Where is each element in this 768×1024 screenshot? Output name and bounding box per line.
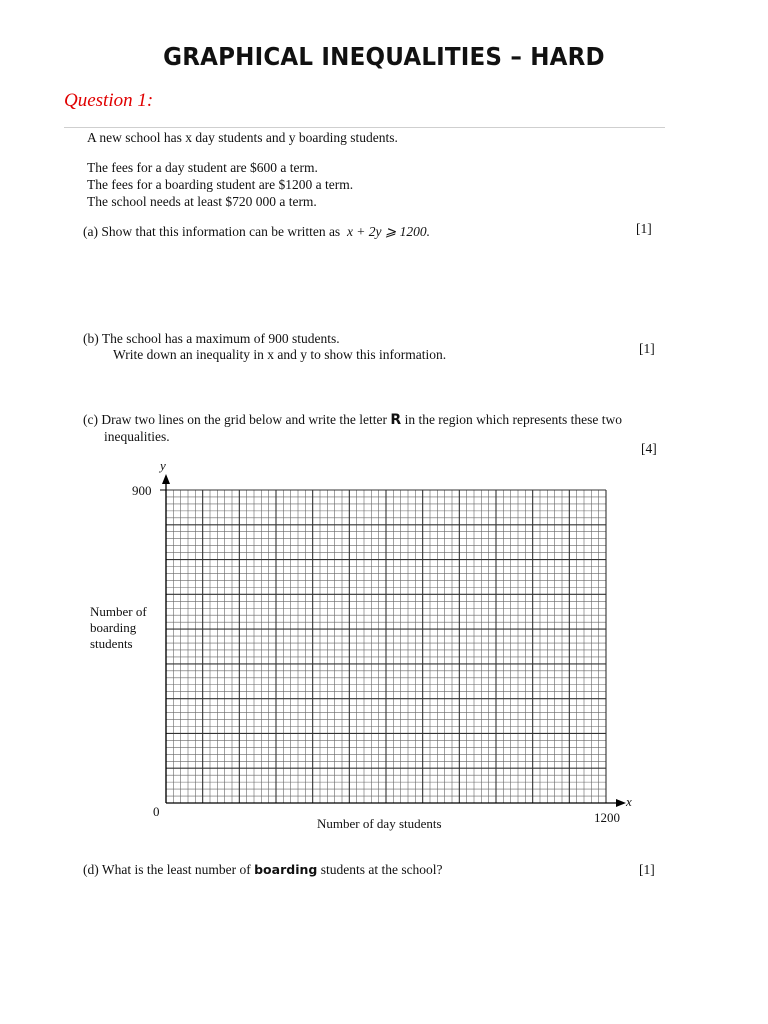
fee-line-1: The fees for a day student are $600 a term. (87, 160, 318, 175)
fee-line-3: The school needs at least $720 000 a term. (87, 194, 317, 209)
y-tick-label-900: 900 (132, 483, 152, 498)
part-c-marks: [4] (641, 441, 657, 456)
question-label: Question 1: (64, 90, 154, 111)
graph-grid[interactable] (150, 455, 650, 835)
part-b-line2: Write down an inequality in x and y to show this information. (113, 347, 447, 362)
region-letter: R (390, 412, 402, 428)
y-axis-arrowhead (162, 474, 170, 484)
part-c-line1 (83, 412, 622, 428)
part-a (83, 224, 430, 240)
y-axis-label-line2: boarding (90, 620, 137, 635)
part-b-marks: [1] (639, 341, 655, 356)
divider (64, 127, 665, 128)
y-axis-label-line3: students (90, 636, 133, 651)
x-axis-arrowhead (616, 799, 626, 807)
part-c-text2: in the region which represents these two (404, 412, 622, 427)
part-a-inequality: x + 2y ⩾ 1200. (346, 224, 430, 239)
part-b-label: (b) (83, 331, 99, 346)
y-axis-label-line1: Number of (90, 604, 147, 619)
part-c-label: (c) (83, 412, 98, 427)
y-axis-label (90, 604, 147, 652)
x-axis-name: x (626, 794, 632, 809)
part-a-marks: [1] (636, 221, 652, 236)
x-axis-label: Number of day students (317, 816, 442, 831)
part-a-label: (a) (83, 224, 98, 239)
part-d-text2: students at the school? (320, 862, 443, 877)
part-d-label: (d) (83, 862, 99, 877)
intro-text: A new school has x day students and y boarding students. (87, 130, 398, 145)
part-d-bold: boarding (254, 862, 318, 877)
x-tick-label-1200: 1200 (594, 810, 620, 825)
page-title: GRAPHICAL INEQUALITIES – HARD (163, 42, 605, 71)
part-d-marks: [1] (639, 862, 655, 877)
part-b-line1 (83, 331, 340, 347)
part-b-text1: The school has a maximum of 900 students. (101, 331, 340, 346)
part-c-text1: Draw two lines on the grid below and write the letter (101, 412, 388, 427)
part-a-text: Show that this information can be written as (101, 224, 341, 239)
origin-label: 0 (153, 804, 160, 819)
y-axis-name: y (160, 458, 166, 473)
part-d-text1: What is the least number of (101, 862, 251, 877)
fee-line-2: The fees for a boarding student are $1200 a term. (87, 177, 354, 192)
part-d (83, 862, 443, 878)
part-c-line2: inequalities. (104, 429, 170, 444)
